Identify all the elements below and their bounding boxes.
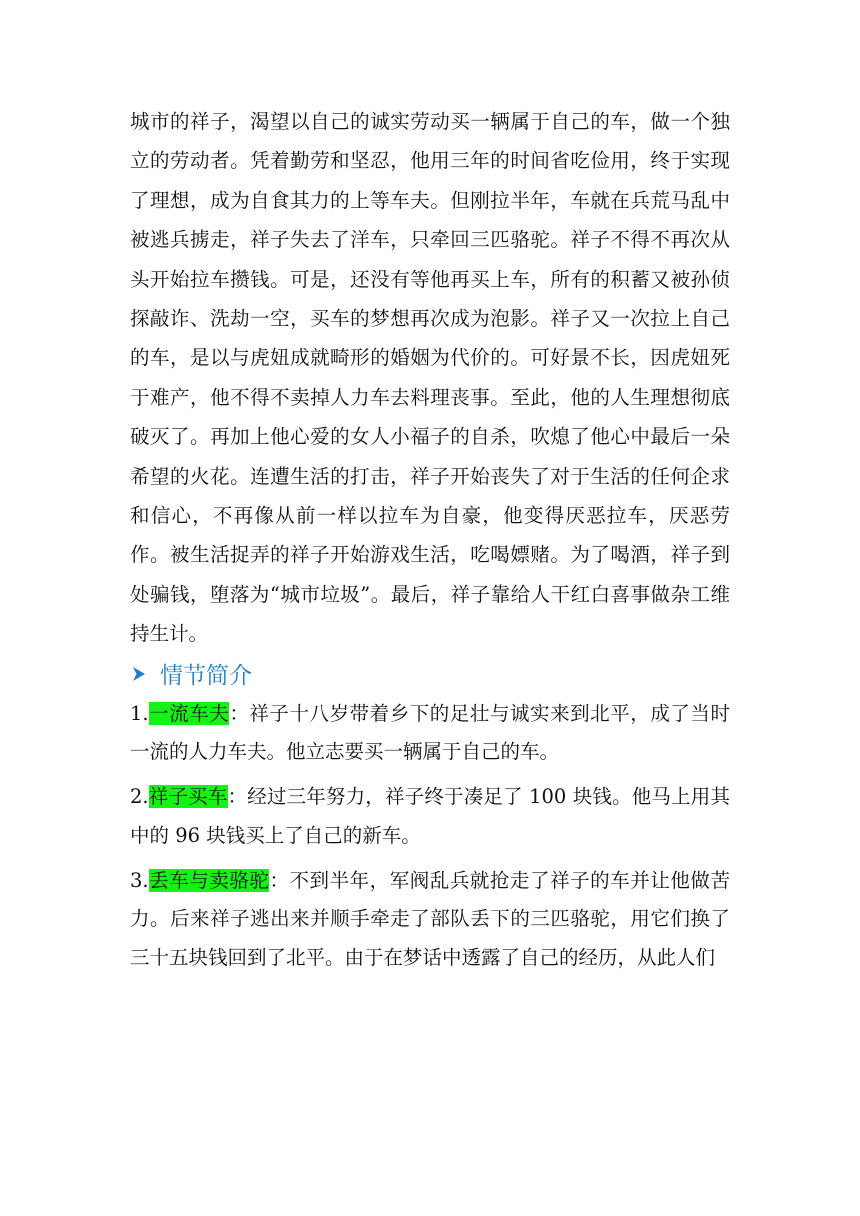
plot-item-2 [130, 778, 730, 855]
document-page [130, 102, 730, 984]
plot-item-title-highlight: 祥子买车 [148, 785, 228, 809]
plot-item-number: 1. [130, 701, 149, 725]
section-title: 情节简介 [160, 663, 252, 690]
plot-item-text: 不到半年，军阀乱兵就抢走了祥子的车并让他做苦力。后来祥子逃出来并顺手牵走了部队丢下的三匹骆驼，用它们换了三十五块钱回到了北平。由于在梦话中透露了自己的经历，从此人们 [130, 868, 730, 969]
plot-item-title-highlight: 丢车与卖骆驼 [148, 868, 270, 892]
plot-item-separator: ： [269, 868, 290, 892]
plot-item-number: 2. [130, 785, 149, 809]
plot-item-title-highlight: 一流车夫 [148, 701, 230, 725]
plot-item-text: 祥子十八岁带着乡下的足壮与诚实来到北平，成了当时一流的人力车夫。他立志要买一辆属于自己的车。 [130, 701, 730, 764]
plot-item-number: 3. [130, 868, 149, 892]
plot-item-text: 经过三年努力，祥子终于凑足了 100 块钱。他马上用其中的 96 块钱买上了自己的新车。 [130, 785, 730, 847]
section-heading [130, 654, 730, 694]
plot-item-separator: ： [227, 785, 248, 809]
summary-paragraph: 城市的祥子，渴望以自己的诚实劳动买一辆属于自己的车，做一个独立的劳动者。凭着勤劳和坚忍，他用三年的时间省吃俭用，终于实现了理想，成为自食其力的上等车夫。但刚拉半年，车就在兵荒马乱中被逃兵掳走，祥子失去了洋车，只牵回三匹骆驼。祥子不得不再次从头开始拉车攒钱。可是，还没有等他再买上车，所有的积蓄又被孙侦探敲诈、洗劫一空，买车的梦想再次成为泡影。祥子又一次拉上自己的车，是以与虎妞成就畸形的婚姻为代价的。可好景不长，因虎妞死于难产，他不得不卖掉人力车去料理丧事。至此，他的人生理想彻底破灭了。再加上他心爱的女人小福子的自杀，吹熄了他心中最后一朵希望的火花。连遭生活的打击，祥子开始丧失了对于生活的任何企求和信心，不再像从前一样以拉车为自豪，他变得厌恶拉车，厌恶劳作。被生活捉弄的祥子开始游戏生活，吃喝嫖赌。为了喝酒，祥子到处骗钱，堕落为“城市垃圾”。最后，祥子靠给人干红白喜事做杂工维持生计。 [130, 110, 730, 646]
plot-item-separator: ： [229, 701, 250, 725]
plot-item-1 [130, 695, 730, 772]
arrow-bullet-icon [132, 666, 146, 682]
plot-item-3 [130, 862, 730, 978]
